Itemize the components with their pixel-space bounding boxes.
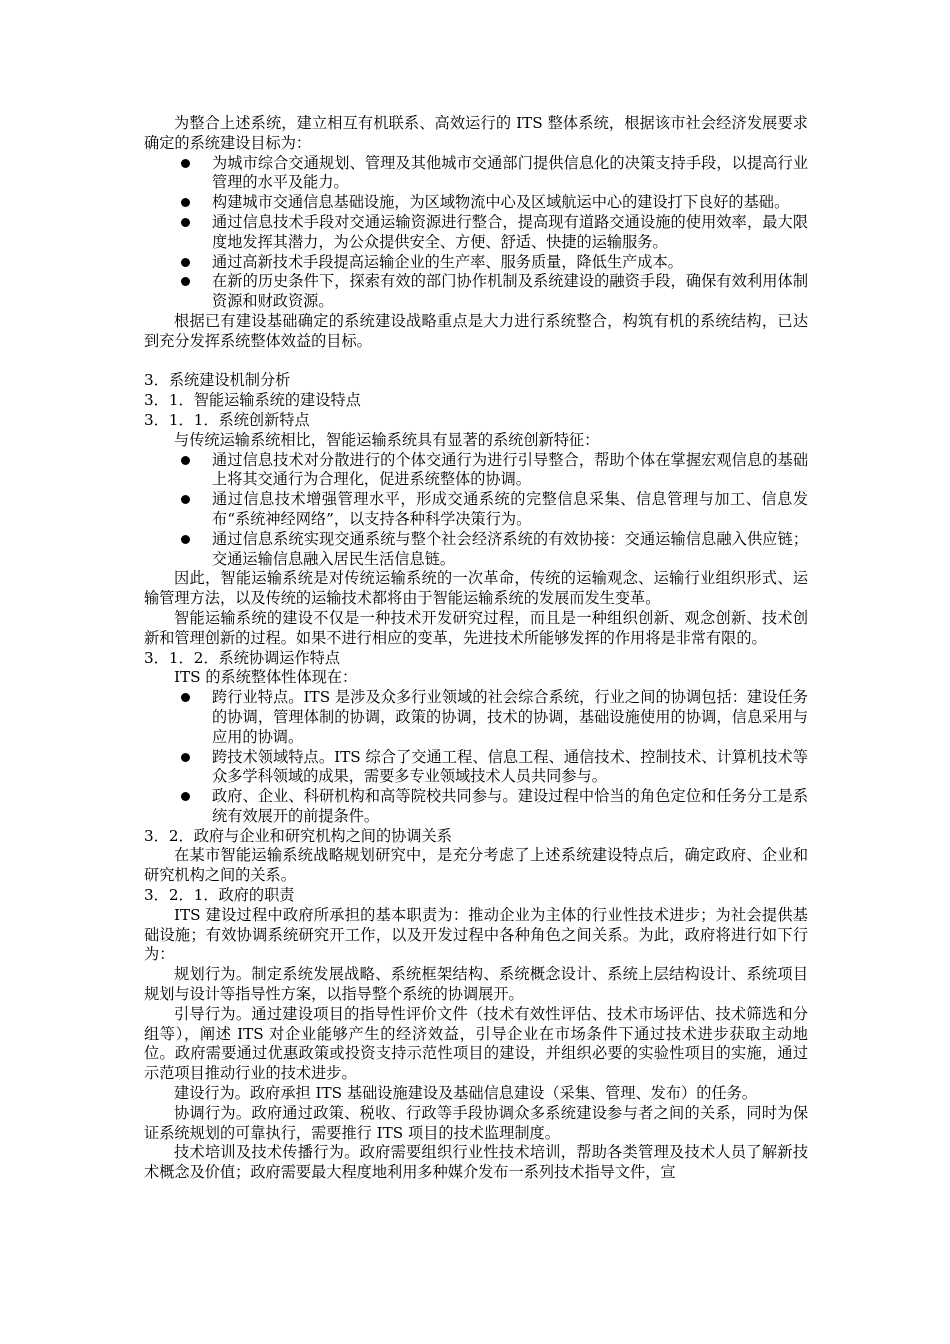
list-item: 为城市综合交通规划、管理及其他城市交通部门提供信息化的决策支持手段，以提高行业管理的水平及能力。	[144, 154, 808, 194]
list-item: 通过信息技术增强管理水平，形成交通系统的完整信息采集、信息管理与加工、信息发布“系统神经网络”，以支持各种科学决策行为。	[144, 490, 808, 530]
section-3-1-1-para1: 因此，智能运输系统是对传统运输系统的一次革命，传统的运输观念、运输行业组织形式、运输管理方法，以及传统的运输技术都将由于智能运输系统的发展而发生变革。	[144, 569, 808, 608]
document-body	[144, 114, 808, 1183]
section-3-1-2-intro: ITS 的系统整体性体现在：	[174, 668, 358, 687]
coordination-list	[144, 688, 808, 827]
section-3-1-1-intro: 与传统运输系统相比，智能运输系统具有显著的系统创新特征：	[174, 430, 600, 449]
section-3-2-1-heading: 3．2．1．政府的职责	[144, 886, 295, 905]
list-item: 构建城市交通信息基础设施，为区域物流中心及区域航运中心的建设打下良好的基础。	[144, 193, 808, 213]
guidance-paragraph: 引导行为。通过建设项目的指导性评价文件（技术有效性评估、技术市场评估、技术筛选和分组等），阐述 ITS 对企业能够产生的经济效益，引导企业在市场条件下通过技术进步获取主动地位。政府需要通过优惠政策或投资支持示范性项目的建设，并组织必要的实验性项目的实施，通过示范项目推动行业的技术进步。	[144, 1004, 808, 1083]
planning-paragraph: 规划行为。制定系统发展战略、系统框架结构、系统概念设计、系统上层结构设计、系统项目规划与设计等指导性方案，以指导整个系统的协调展开。	[144, 965, 808, 1004]
blank-line	[144, 352, 808, 372]
construction-paragraph: 建设行为。政府承担 ITS 基础设施建设及基础信息建设（采集、管理、发布）的任务。	[174, 1084, 757, 1103]
section-3-2-heading: 3．2．政府与企业和研究机构之间的协调关系	[144, 826, 452, 845]
training-paragraph: 技术培训及技术传播行为。政府需要组织行业性技术培训，帮助各类管理及技术人员了解新技术概念及价值；政府需要最大程度地利用多种媒介发布一系列技术指导文件，宣	[144, 1143, 808, 1182]
list-item: 跨行业特点。ITS 是涉及众多行业领域的社会综合系统，行业之间的协调包括：建设任务的协调，管理体制的协调，政策的协调，技术的协调，基础设施使用的协调，信息采用与应用的协调。	[144, 688, 808, 747]
list-item: 跨技术领域特点。ITS 综合了交通工程、信息工程、通信技术、控制技术、计算机技术等众多学科领域的成果，需要多专业领域技术人员共同参与。	[144, 748, 808, 788]
section-3-1-1-heading: 3．1．1．系统创新特点	[144, 410, 310, 429]
coordination-paragraph: 协调行为。政府通过政策、税收、行政等手段协调众多系统建设参与者之间的关系，同时为保证系统规划的可靠执行，需要推行 ITS 项目的技术监理制度。	[144, 1103, 808, 1142]
list-item: 通过信息技术手段对交通运输资源进行整合，提高现有道路交通设施的使用效率，最大限度地发挥其潜力，为公众提供安全、方便、舒适、快捷的运输服务。	[144, 213, 808, 253]
government-duty-paragraph: ITS 建设过程中政府所承担的基本职责为：推动企业为主体的行业性技术进步；为社会提供基础设施；有效协调系统研究开工作，以及开发过程中各种角色之间关系。为此，政府将进行如下行为：	[144, 905, 808, 964]
list-item: 通过信息技术对分散进行的个体交通行为进行引导整合，帮助个体在掌握宏观信息的基础上将其交通行为合理化，促进系统整体的协调。	[144, 451, 808, 491]
list-item: 通过信息系统实现交通系统与整个社会经济系统的有效协接：交通运输信息融入供应链；交通运输信息融入居民生活信息链。	[144, 530, 808, 570]
list-item: 在新的历史条件下，探索有效的部门协作机制及系统建设的融资手段，确保有效利用体制资源和财政资源。	[144, 272, 808, 312]
section-3-1-heading: 3．1．智能运输系统的建设特点	[144, 391, 361, 410]
goals-conclusion: 根据已有建设基础确定的系统建设战略重点是大力进行系统整合，构筑有机的系统结构，已达到充分发挥系统整体效益的目标。	[144, 311, 808, 350]
goals-list	[144, 154, 808, 312]
intro-paragraph: 为整合上述系统，建立相互有机联系、高效运行的 ITS 整体系统，根据该市社会经济发展要求确定的系统建设目标为：	[144, 114, 808, 152]
section-3-1-1-para2: 智能运输系统的建设不仅是一种技术开发研究过程，而且是一种组织创新、观念创新、技术创新和管理创新的过程。如果不进行相应的变革，先进技术所能够发挥的作用将是非常有限的。	[144, 608, 808, 647]
innovation-list	[144, 451, 808, 570]
section-3-1-2-heading: 3．1．2．系统协调运作特点	[144, 648, 341, 667]
list-item: 政府、企业、科研机构和高等院校共同参与。建设过程中恰当的角色定位和任务分工是系统有效展开的前提条件。	[144, 787, 808, 827]
section-3-heading: 3．系统建设机制分析	[144, 371, 291, 390]
section-3-2-intro: 在某市智能运输系统战略规划研究中，是充分考虑了上述系统建设特点后，确定政府、企业和研究机构之间的关系。	[144, 846, 808, 885]
list-item: 通过高新技术手段提高运输企业的生产率、服务质量，降低生产成本。	[144, 253, 808, 273]
